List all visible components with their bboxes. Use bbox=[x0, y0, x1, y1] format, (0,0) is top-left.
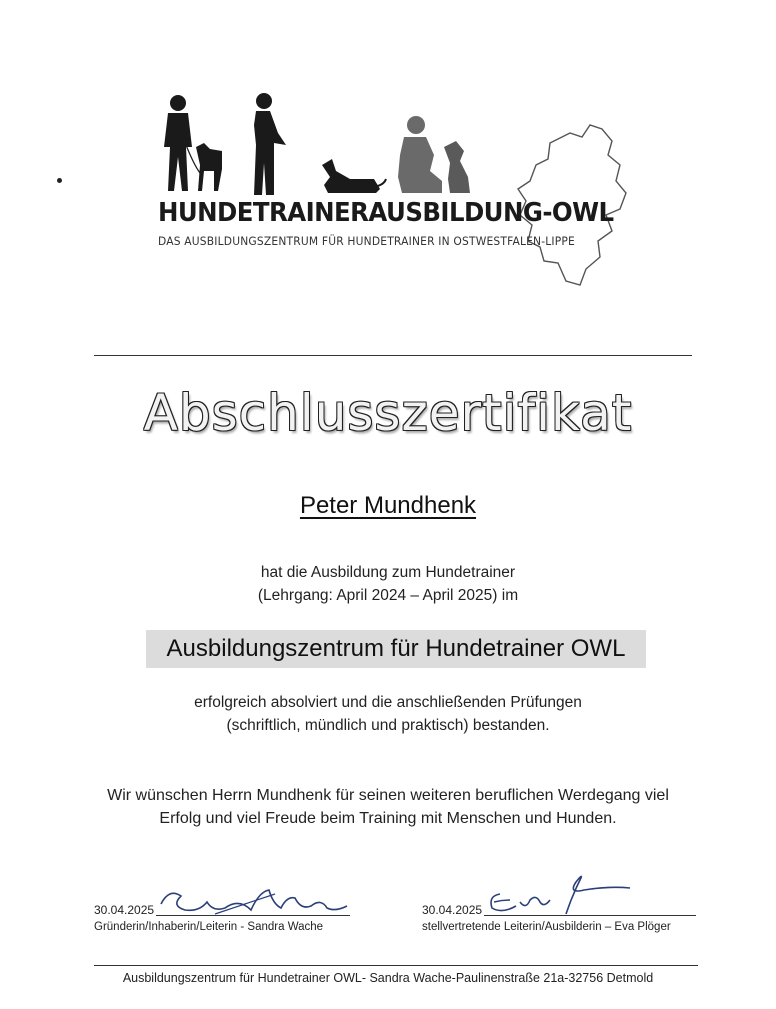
footer-address: Ausbildungszentrum für Hundetrainer OWL- Sandra Wache-Paulinenstraße 21a-32756 Detmold bbox=[122, 971, 654, 985]
school-name: Ausbildungszentrum für Hundetrainer OWL bbox=[146, 630, 646, 668]
wish-line-1: Wir wünschen Herrn Mundhenk für seinen weiteren beruflichen Werdegang viel bbox=[107, 787, 669, 804]
signature-date-left: 30.04.2025 bbox=[94, 903, 155, 917]
recipient-name: Peter Mundhenk bbox=[299, 492, 477, 519]
wish-line-2: Erfolg und viel Freude beim Training mit Menschen und Hunden. bbox=[159, 810, 617, 827]
header-divider bbox=[94, 355, 692, 356]
logo-subtitle: DAS AUSBILDUNGSZENTRUM FÜR HUNDETRAINER IN OSTWESTFALEN-LIPPE bbox=[158, 234, 575, 248]
kneeling-woman-silhouette bbox=[398, 116, 442, 193]
result-line-2: (schriftlich, mündlich und praktisch) bestanden. bbox=[226, 717, 550, 734]
certificate-title: Abschlusszertifikat bbox=[143, 384, 633, 442]
footer-divider bbox=[94, 965, 698, 966]
result-line-1: erfolgreich absolviert und die anschließenden Prüfungen bbox=[194, 694, 582, 711]
standing-dog-silhouette bbox=[196, 143, 222, 191]
signature-eva-ploeger bbox=[480, 872, 640, 918]
logo-graphic bbox=[150, 85, 630, 295]
scan-dot bbox=[57, 178, 62, 183]
sitting-dog-silhouette bbox=[444, 141, 470, 193]
signature-role-right: stellvertretende Leiterin/Ausbilderin – Eva Plöger bbox=[422, 921, 671, 933]
logo-title: HUNDETRAINERAUSBILDUNG-OWL bbox=[158, 198, 614, 228]
man-silhouette bbox=[254, 93, 286, 195]
body-line-2: (Lehrgang: April 2024 – April 2025) im bbox=[257, 587, 519, 604]
lying-dog-silhouette bbox=[322, 159, 386, 193]
signature-role-left: Gründerin/Inhaberin/Leiterin - Sandra Wache bbox=[94, 921, 324, 933]
body-line-1: hat die Ausbildung zum Hundetrainer bbox=[260, 564, 516, 581]
signature-sandra-wache bbox=[155, 884, 355, 920]
woman-silhouette bbox=[164, 95, 192, 191]
signature-date-right: 30.04.2025 bbox=[422, 903, 483, 917]
